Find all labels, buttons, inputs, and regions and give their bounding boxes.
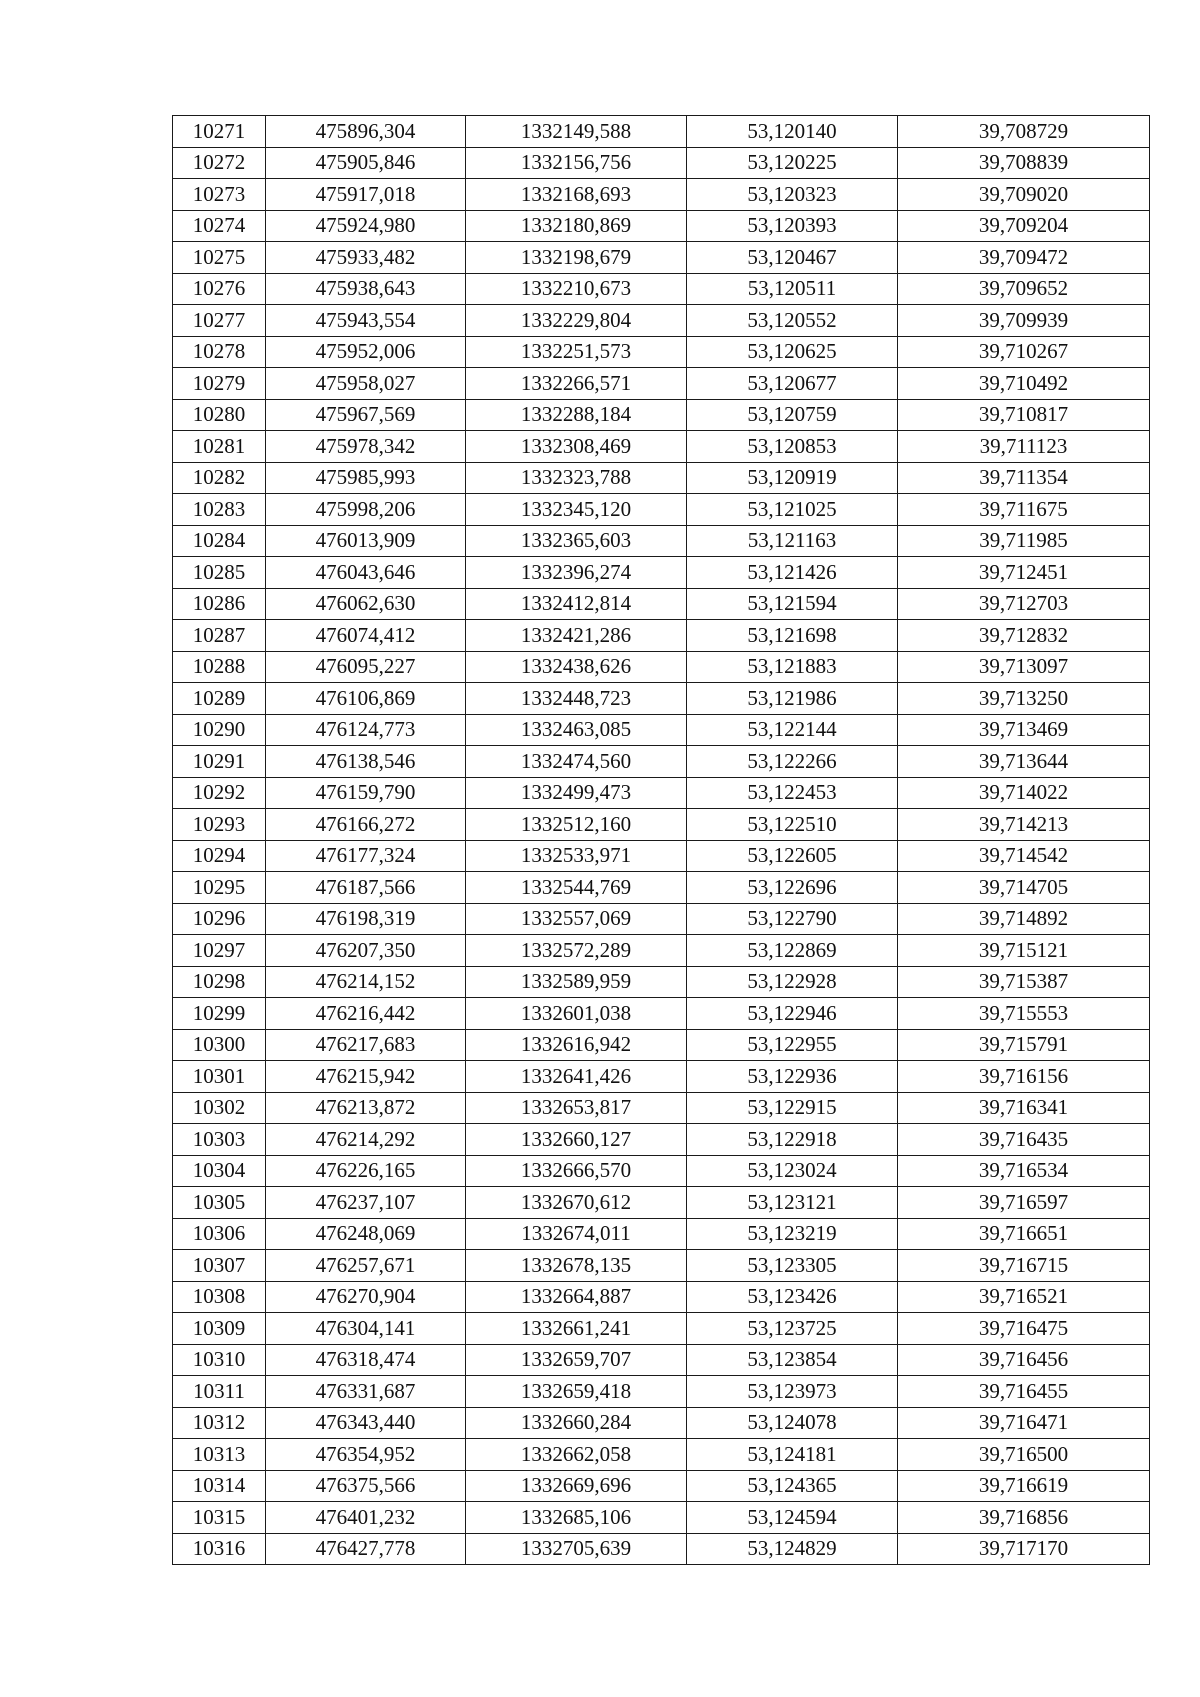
y-coordinate-cell: 1332669,696 [466,1470,687,1502]
point-number-cell: 10309 [173,1313,266,1345]
table-row [173,1092,1150,1124]
table-row [173,1155,1150,1187]
point-number-cell: 10314 [173,1470,266,1502]
point-number-cell: 10288 [173,651,266,683]
point-number-cell: 10286 [173,588,266,620]
point-number-cell: 10293 [173,809,266,841]
y-coordinate-cell: 1332616,942 [466,1029,687,1061]
x-coordinate-cell: 475967,569 [266,399,466,431]
y-coordinate-cell: 1332251,573 [466,336,687,368]
point-number-cell: 10316 [173,1533,266,1565]
point-number-cell: 10289 [173,683,266,715]
latitude-cell: 53,121986 [687,683,898,715]
table-row [173,903,1150,935]
point-number-cell: 10303 [173,1124,266,1156]
table-row [173,368,1150,400]
table-row [173,1470,1150,1502]
longitude-cell: 39,714892 [898,903,1150,935]
x-coordinate-cell: 476226,165 [266,1155,466,1187]
latitude-cell: 53,122928 [687,966,898,998]
point-number-cell: 10275 [173,242,266,274]
longitude-cell: 39,716715 [898,1250,1150,1282]
x-coordinate-cell: 476124,773 [266,714,466,746]
longitude-cell: 39,711675 [898,494,1150,526]
y-coordinate-cell: 1332557,069 [466,903,687,935]
latitude-cell: 53,120323 [687,179,898,211]
point-number-cell: 10294 [173,840,266,872]
x-coordinate-cell: 476401,232 [266,1502,466,1534]
longitude-cell: 39,709652 [898,273,1150,305]
longitude-cell: 39,716521 [898,1281,1150,1313]
longitude-cell: 39,709204 [898,210,1150,242]
x-coordinate-cell: 476248,069 [266,1218,466,1250]
longitude-cell: 39,716619 [898,1470,1150,1502]
y-coordinate-cell: 1332198,679 [466,242,687,274]
coordinates-table [172,115,1150,1565]
point-number-cell: 10296 [173,903,266,935]
table-row [173,714,1150,746]
latitude-cell: 53,122936 [687,1061,898,1093]
latitude-cell: 53,122510 [687,809,898,841]
y-coordinate-cell: 1332653,817 [466,1092,687,1124]
x-coordinate-cell: 476138,546 [266,746,466,778]
longitude-cell: 39,714542 [898,840,1150,872]
y-coordinate-cell: 1332674,011 [466,1218,687,1250]
y-coordinate-cell: 1332168,693 [466,179,687,211]
latitude-cell: 53,122266 [687,746,898,778]
y-coordinate-cell: 1332149,588 [466,116,687,148]
latitude-cell: 53,122144 [687,714,898,746]
x-coordinate-cell: 476198,319 [266,903,466,935]
longitude-cell: 39,709939 [898,305,1150,337]
table-row [173,462,1150,494]
x-coordinate-cell: 476207,350 [266,935,466,967]
latitude-cell: 53,120511 [687,273,898,305]
x-coordinate-cell: 476318,474 [266,1344,466,1376]
latitude-cell: 53,123024 [687,1155,898,1187]
table-row [173,840,1150,872]
point-number-cell: 10295 [173,872,266,904]
table-row [173,1344,1150,1376]
latitude-cell: 53,120140 [687,116,898,148]
point-number-cell: 10291 [173,746,266,778]
latitude-cell: 53,124365 [687,1470,898,1502]
y-coordinate-cell: 1332345,120 [466,494,687,526]
table-row [173,651,1150,683]
table-row [173,872,1150,904]
y-coordinate-cell: 1332474,560 [466,746,687,778]
table-row [173,1376,1150,1408]
x-coordinate-cell: 476043,646 [266,557,466,589]
x-coordinate-cell: 475943,554 [266,305,466,337]
point-number-cell: 10306 [173,1218,266,1250]
y-coordinate-cell: 1332156,756 [466,147,687,179]
x-coordinate-cell: 475917,018 [266,179,466,211]
y-coordinate-cell: 1332661,241 [466,1313,687,1345]
longitude-cell: 39,708839 [898,147,1150,179]
y-coordinate-cell: 1332463,085 [466,714,687,746]
x-coordinate-cell: 476062,630 [266,588,466,620]
latitude-cell: 53,123725 [687,1313,898,1345]
latitude-cell: 53,120467 [687,242,898,274]
table-row [173,1218,1150,1250]
point-number-cell: 10304 [173,1155,266,1187]
x-coordinate-cell: 476013,909 [266,525,466,557]
longitude-cell: 39,716435 [898,1124,1150,1156]
longitude-cell: 39,717170 [898,1533,1150,1565]
latitude-cell: 53,121426 [687,557,898,589]
point-number-cell: 10292 [173,777,266,809]
longitude-cell: 39,714022 [898,777,1150,809]
latitude-cell: 53,122915 [687,1092,898,1124]
y-coordinate-cell: 1332705,639 [466,1533,687,1565]
table-row [173,1439,1150,1471]
x-coordinate-cell: 475933,482 [266,242,466,274]
x-coordinate-cell: 476216,442 [266,998,466,1030]
longitude-cell: 39,715791 [898,1029,1150,1061]
y-coordinate-cell: 1332544,769 [466,872,687,904]
y-coordinate-cell: 1332448,723 [466,683,687,715]
point-number-cell: 10273 [173,179,266,211]
x-coordinate-cell: 476177,324 [266,840,466,872]
y-coordinate-cell: 1332421,286 [466,620,687,652]
point-number-cell: 10281 [173,431,266,463]
x-coordinate-cell: 475896,304 [266,116,466,148]
latitude-cell: 53,121698 [687,620,898,652]
x-coordinate-cell: 476159,790 [266,777,466,809]
y-coordinate-cell: 1332438,626 [466,651,687,683]
longitude-cell: 39,711985 [898,525,1150,557]
latitude-cell: 53,123219 [687,1218,898,1250]
x-coordinate-cell: 475905,846 [266,147,466,179]
x-coordinate-cell: 475924,980 [266,210,466,242]
x-coordinate-cell: 476270,904 [266,1281,466,1313]
longitude-cell: 39,716500 [898,1439,1150,1471]
y-coordinate-cell: 1332572,289 [466,935,687,967]
latitude-cell: 53,123854 [687,1344,898,1376]
longitude-cell: 39,710492 [898,368,1150,400]
y-coordinate-cell: 1332229,804 [466,305,687,337]
latitude-cell: 53,123426 [687,1281,898,1313]
point-number-cell: 10277 [173,305,266,337]
longitude-cell: 39,713250 [898,683,1150,715]
x-coordinate-cell: 476331,687 [266,1376,466,1408]
x-coordinate-cell: 476427,778 [266,1533,466,1565]
latitude-cell: 53,122453 [687,777,898,809]
longitude-cell: 39,716597 [898,1187,1150,1219]
y-coordinate-cell: 1332512,160 [466,809,687,841]
table-row [173,1029,1150,1061]
table-row [173,147,1150,179]
y-coordinate-cell: 1332659,707 [466,1344,687,1376]
latitude-cell: 53,121883 [687,651,898,683]
x-coordinate-cell: 476354,952 [266,1439,466,1471]
longitude-cell: 39,716455 [898,1376,1150,1408]
y-coordinate-cell: 1332678,135 [466,1250,687,1282]
y-coordinate-cell: 1332396,274 [466,557,687,589]
point-number-cell: 10282 [173,462,266,494]
x-coordinate-cell: 476106,869 [266,683,466,715]
point-number-cell: 10305 [173,1187,266,1219]
latitude-cell: 53,123121 [687,1187,898,1219]
point-number-cell: 10283 [173,494,266,526]
latitude-cell: 53,121163 [687,525,898,557]
x-coordinate-cell: 475985,993 [266,462,466,494]
table-row [173,620,1150,652]
latitude-cell: 53,121594 [687,588,898,620]
latitude-cell: 53,123305 [687,1250,898,1282]
x-coordinate-cell: 476166,272 [266,809,466,841]
table-row [173,525,1150,557]
y-coordinate-cell: 1332308,469 [466,431,687,463]
longitude-cell: 39,716534 [898,1155,1150,1187]
point-number-cell: 10311 [173,1376,266,1408]
y-coordinate-cell: 1332659,418 [466,1376,687,1408]
longitude-cell: 39,716456 [898,1344,1150,1376]
point-number-cell: 10287 [173,620,266,652]
latitude-cell: 53,122869 [687,935,898,967]
latitude-cell: 53,122696 [687,872,898,904]
y-coordinate-cell: 1332288,184 [466,399,687,431]
longitude-cell: 39,715121 [898,935,1150,967]
x-coordinate-cell: 476304,141 [266,1313,466,1345]
latitude-cell: 53,120225 [687,147,898,179]
latitude-cell: 53,122605 [687,840,898,872]
x-coordinate-cell: 476215,942 [266,1061,466,1093]
table-row [173,242,1150,274]
table-row [173,998,1150,1030]
longitude-cell: 39,711123 [898,431,1150,463]
longitude-cell: 39,712832 [898,620,1150,652]
y-coordinate-cell: 1332180,869 [466,210,687,242]
table-row [173,1124,1150,1156]
table-row [173,809,1150,841]
table-row [173,1187,1150,1219]
latitude-cell: 53,122918 [687,1124,898,1156]
longitude-cell: 39,716341 [898,1092,1150,1124]
x-coordinate-cell: 476375,566 [266,1470,466,1502]
x-coordinate-cell: 476237,107 [266,1187,466,1219]
table-row [173,588,1150,620]
y-coordinate-cell: 1332660,127 [466,1124,687,1156]
longitude-cell: 39,712451 [898,557,1150,589]
table-row [173,746,1150,778]
latitude-cell: 53,124078 [687,1407,898,1439]
point-number-cell: 10312 [173,1407,266,1439]
y-coordinate-cell: 1332662,058 [466,1439,687,1471]
y-coordinate-cell: 1332589,959 [466,966,687,998]
x-coordinate-cell: 475998,206 [266,494,466,526]
point-number-cell: 10313 [173,1439,266,1471]
latitude-cell: 53,120919 [687,462,898,494]
point-number-cell: 10300 [173,1029,266,1061]
longitude-cell: 39,716475 [898,1313,1150,1345]
y-coordinate-cell: 1332660,284 [466,1407,687,1439]
point-number-cell: 10299 [173,998,266,1030]
longitude-cell: 39,709020 [898,179,1150,211]
point-number-cell: 10279 [173,368,266,400]
latitude-cell: 53,120853 [687,431,898,463]
coordinates-table-body [173,116,1150,1565]
x-coordinate-cell: 475958,027 [266,368,466,400]
longitude-cell: 39,713097 [898,651,1150,683]
point-number-cell: 10302 [173,1092,266,1124]
x-coordinate-cell: 475978,342 [266,431,466,463]
latitude-cell: 53,120625 [687,336,898,368]
table-row [173,210,1150,242]
table-row [173,1502,1150,1534]
latitude-cell: 53,124829 [687,1533,898,1565]
latitude-cell: 53,120393 [687,210,898,242]
y-coordinate-cell: 1332266,571 [466,368,687,400]
x-coordinate-cell: 476213,872 [266,1092,466,1124]
point-number-cell: 10276 [173,273,266,305]
longitude-cell: 39,716856 [898,1502,1150,1534]
y-coordinate-cell: 1332685,106 [466,1502,687,1534]
point-number-cell: 10308 [173,1281,266,1313]
table-row [173,1281,1150,1313]
table-row [173,273,1150,305]
table-row [173,777,1150,809]
longitude-cell: 39,714705 [898,872,1150,904]
latitude-cell: 53,120552 [687,305,898,337]
longitude-cell: 39,709472 [898,242,1150,274]
table-row [173,557,1150,589]
point-number-cell: 10278 [173,336,266,368]
longitude-cell: 39,716651 [898,1218,1150,1250]
x-coordinate-cell: 476257,671 [266,1250,466,1282]
point-number-cell: 10315 [173,1502,266,1534]
y-coordinate-cell: 1332412,814 [466,588,687,620]
table-row [173,494,1150,526]
y-coordinate-cell: 1332666,570 [466,1155,687,1187]
table-row [173,683,1150,715]
y-coordinate-cell: 1332641,426 [466,1061,687,1093]
table-row [173,431,1150,463]
longitude-cell: 39,715387 [898,966,1150,998]
point-number-cell: 10301 [173,1061,266,1093]
table-row [173,935,1150,967]
point-number-cell: 10297 [173,935,266,967]
y-coordinate-cell: 1332365,603 [466,525,687,557]
x-coordinate-cell: 476214,152 [266,966,466,998]
longitude-cell: 39,713644 [898,746,1150,778]
x-coordinate-cell: 476187,566 [266,872,466,904]
y-coordinate-cell: 1332601,038 [466,998,687,1030]
point-number-cell: 10284 [173,525,266,557]
point-number-cell: 10310 [173,1344,266,1376]
longitude-cell: 39,708729 [898,116,1150,148]
y-coordinate-cell: 1332210,673 [466,273,687,305]
latitude-cell: 53,122790 [687,903,898,935]
longitude-cell: 39,714213 [898,809,1150,841]
x-coordinate-cell: 476074,412 [266,620,466,652]
table-row [173,1061,1150,1093]
longitude-cell: 39,713469 [898,714,1150,746]
x-coordinate-cell: 475938,643 [266,273,466,305]
table-row [173,1313,1150,1345]
latitude-cell: 53,122946 [687,998,898,1030]
latitude-cell: 53,124181 [687,1439,898,1471]
longitude-cell: 39,715553 [898,998,1150,1030]
x-coordinate-cell: 476095,227 [266,651,466,683]
point-number-cell: 10285 [173,557,266,589]
point-number-cell: 10274 [173,210,266,242]
table-row [173,116,1150,148]
longitude-cell: 39,716156 [898,1061,1150,1093]
x-coordinate-cell: 476343,440 [266,1407,466,1439]
y-coordinate-cell: 1332664,887 [466,1281,687,1313]
longitude-cell: 39,710267 [898,336,1150,368]
table-row [173,336,1150,368]
table-row [173,1533,1150,1565]
x-coordinate-cell: 476214,292 [266,1124,466,1156]
table-row [173,1407,1150,1439]
y-coordinate-cell: 1332533,971 [466,840,687,872]
longitude-cell: 39,716471 [898,1407,1150,1439]
longitude-cell: 39,710817 [898,399,1150,431]
x-coordinate-cell: 475952,006 [266,336,466,368]
point-number-cell: 10272 [173,147,266,179]
latitude-cell: 53,120677 [687,368,898,400]
longitude-cell: 39,712703 [898,588,1150,620]
longitude-cell: 39,711354 [898,462,1150,494]
latitude-cell: 53,123973 [687,1376,898,1408]
table-row [173,966,1150,998]
latitude-cell: 53,120759 [687,399,898,431]
point-number-cell: 10307 [173,1250,266,1282]
latitude-cell: 53,124594 [687,1502,898,1534]
point-number-cell: 10290 [173,714,266,746]
point-number-cell: 10298 [173,966,266,998]
y-coordinate-cell: 1332670,612 [466,1187,687,1219]
latitude-cell: 53,121025 [687,494,898,526]
y-coordinate-cell: 1332499,473 [466,777,687,809]
x-coordinate-cell: 476217,683 [266,1029,466,1061]
point-number-cell: 10280 [173,399,266,431]
y-coordinate-cell: 1332323,788 [466,462,687,494]
latitude-cell: 53,122955 [687,1029,898,1061]
table-row [173,1250,1150,1282]
table-row [173,305,1150,337]
point-number-cell: 10271 [173,116,266,148]
table-row [173,399,1150,431]
table-row [173,179,1150,211]
